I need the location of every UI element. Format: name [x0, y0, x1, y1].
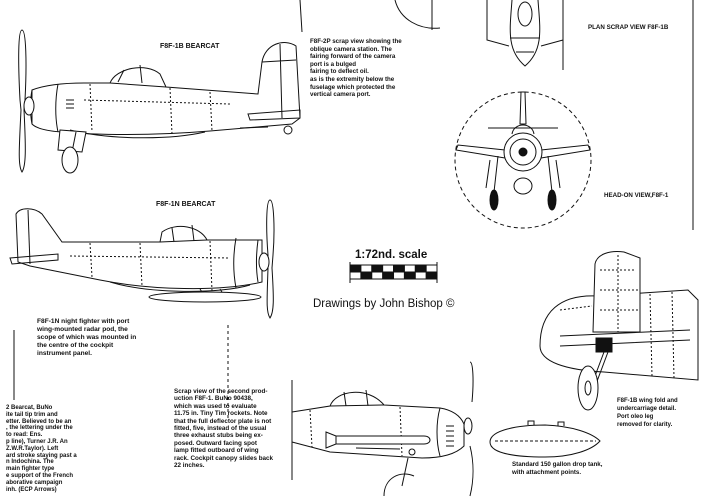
f8f1b-tailplane — [248, 110, 300, 120]
head-on-fin — [520, 92, 526, 124]
f8f1b-tail-wheel — [284, 126, 292, 134]
caption-line: F8F-1B wing fold and — [617, 398, 678, 404]
caption-line: fitted, five, instead of the usual — [174, 425, 267, 433]
f8f1n-title: F8F-1N BEARCAT — [156, 201, 216, 208]
scale-bar-segment — [394, 265, 405, 272]
f8f2p-caption — [310, 38, 402, 99]
caption-line: rack. Cockpit canopy slides back — [174, 454, 274, 462]
scrap-gear-leg — [402, 458, 408, 486]
caption-line: p line), Turner J.R. An — [6, 438, 68, 445]
plan-wing-right — [541, 0, 563, 70]
caption-line: main fighter type — [6, 466, 55, 473]
history-caption — [6, 405, 77, 493]
caption-line: uction F8F-1. BuNo 90438, — [174, 395, 253, 403]
partial-plan-view-top — [300, 0, 440, 32]
wing-fold-caption — [617, 397, 678, 429]
caption-line: posed. Outward facing spot — [174, 439, 257, 447]
scale-label: 1:72nd. scale — [355, 249, 428, 261]
plan-cowling-lines — [510, 38, 540, 52]
caption-line: etter. Believed to be an — [6, 418, 72, 425]
caption-line: fairing forward of the camera — [310, 53, 396, 61]
scrap-f8f1-caption — [174, 388, 273, 469]
drop-tank-caption — [512, 461, 602, 477]
head-on-centerline-tank — [514, 178, 532, 194]
caption-line: ard stroke staying past a — [6, 452, 77, 459]
scrap-spinner — [464, 418, 472, 434]
scale-bar-segment — [350, 265, 361, 272]
scale-bar-segment — [404, 272, 415, 279]
caption-line: Standard 150 gallon drop tank, — [512, 461, 603, 468]
caption-line: Port oleo leg — [617, 414, 654, 420]
caption-line: the centre of the cockpit — [37, 342, 114, 349]
f8f1n-fuselage — [16, 209, 262, 289]
f8f1n-panel-lines — [70, 241, 230, 291]
caption-line: fairing to deflect oil. — [310, 68, 369, 76]
f8f1b-rudder — [262, 44, 296, 118]
scrap-cowling — [437, 408, 440, 456]
f8f1n-radar-pod — [149, 292, 261, 302]
caption-line: 11.75 in. Tiny Tim rockets. Note — [174, 410, 268, 418]
caption-line: that the full deflector plate is not — [174, 417, 272, 425]
caption-line: 2 Bearcat, BuNo — [6, 405, 53, 411]
folded-wing-panel — [593, 252, 640, 333]
f8f1b-title: F8F-1B BEARCAT — [160, 43, 220, 50]
f8f1b-side-view — [19, 30, 300, 173]
caption-line: ite tail tip trim and — [6, 411, 58, 418]
caption-line: instrument panel. — [37, 350, 92, 357]
caption-line: , the lettering under the — [6, 425, 73, 432]
f8f1n-caption — [37, 318, 136, 358]
head-on-gear-right — [548, 156, 552, 192]
scale-bar-segment — [415, 265, 426, 272]
caption-line: e support of the French — [6, 472, 74, 479]
scrap-tiny-tim-rocket — [326, 432, 430, 448]
f8f1b-spinner — [24, 97, 34, 115]
f8f1n-cowling — [234, 238, 258, 288]
scale-bar-segment — [383, 272, 394, 279]
plan-fuselage — [510, 0, 540, 66]
f8f1b-fuselage — [32, 43, 300, 135]
caption-line: Scrap view of the second prod- — [174, 388, 268, 395]
f8f1b-exhaust-stubs — [66, 100, 74, 108]
caption-line: n Indochina. The — [6, 459, 54, 466]
caption-line: vertical camera port. — [310, 91, 371, 99]
caption-line: oblique camera station. The — [310, 45, 392, 53]
f8f1n-tailplane — [10, 254, 58, 264]
scrap-wing-rack — [356, 448, 400, 449]
f8f1-scrap-view — [292, 362, 473, 496]
f8f1b-cowling — [31, 84, 59, 132]
partial-plan-outline — [300, 0, 440, 32]
head-on-wheel-right — [548, 190, 556, 210]
detail-main-wheel — [578, 366, 598, 410]
f8f1n-side-view — [10, 200, 274, 318]
caption-line: inh. (ECP Arrows) — [6, 486, 57, 493]
f8f1b-arrestor-hook — [240, 127, 268, 128]
caption-line: fuselage which protected the — [310, 83, 396, 91]
head-on-view-label: HEAD-ON VIEW,F8F-1 — [604, 192, 669, 199]
caption-line: scope of which was mounted in — [37, 334, 137, 341]
caption-line: Z.W.R.Taylor). Left — [6, 445, 59, 452]
plan-wing-left — [487, 0, 509, 46]
scrap-exhaust-stubs — [446, 426, 454, 446]
caption-line: F8F-2P scrap view showing the — [310, 38, 402, 45]
scale-bar-segment — [372, 265, 383, 272]
f8f1n-canopy-frame — [160, 225, 207, 242]
f8f1b-main-wheel — [62, 147, 78, 173]
f8f1n-spinner — [259, 253, 269, 271]
caption-line: undercarriage detail. — [617, 406, 677, 412]
scrap-spot-lamp — [409, 449, 415, 455]
caption-line: as is the extremity below the — [310, 75, 395, 83]
caption-line: lamp fitted outboard of wing — [174, 447, 259, 455]
caption-line: F8F-1N night fighter with port — [37, 318, 130, 325]
plan-scrap-view-f8f1b — [487, 0, 563, 70]
caption-line: removed for clarity. — [617, 422, 673, 428]
head-on-spinner — [519, 148, 527, 156]
wing-fold-undercarriage-detail — [540, 252, 698, 411]
caption-line: aborative campaign — [6, 479, 63, 486]
caption-line: which was used to evaluate — [174, 402, 257, 410]
scale-bar-segment — [426, 272, 437, 279]
caption-line: wing-mounted radar pod, the — [37, 326, 128, 333]
scale-bar-segment — [361, 272, 372, 279]
caption-line: to read: Ens. — [6, 432, 43, 439]
f8f1b-canopy-frame — [110, 65, 166, 87]
plan-scrap-view-label: PLAN SCRAP VIEW F8F-1B — [588, 24, 669, 31]
head-on-wheel-left — [490, 190, 498, 210]
caption-line: three exhaust stubs being ex- — [174, 432, 263, 440]
f8f1b-wing-root — [70, 130, 205, 138]
gear-well — [596, 338, 612, 352]
scrap-wheel — [384, 474, 414, 496]
f8f1b-panel-lines — [84, 84, 230, 134]
caption-line: port is a bulged — [310, 60, 357, 68]
head-on-view-f8f1 — [455, 92, 591, 228]
scale-bar — [350, 262, 437, 283]
caption-line: 22 inches. — [174, 462, 205, 470]
drop-tank-150-gallon — [490, 421, 600, 457]
caption-line: with attachment points. — [512, 469, 582, 476]
plan-canopy — [518, 2, 532, 26]
drawing-credit: Drawings by John Bishop © — [313, 298, 455, 310]
head-on-gear-left — [494, 156, 498, 192]
